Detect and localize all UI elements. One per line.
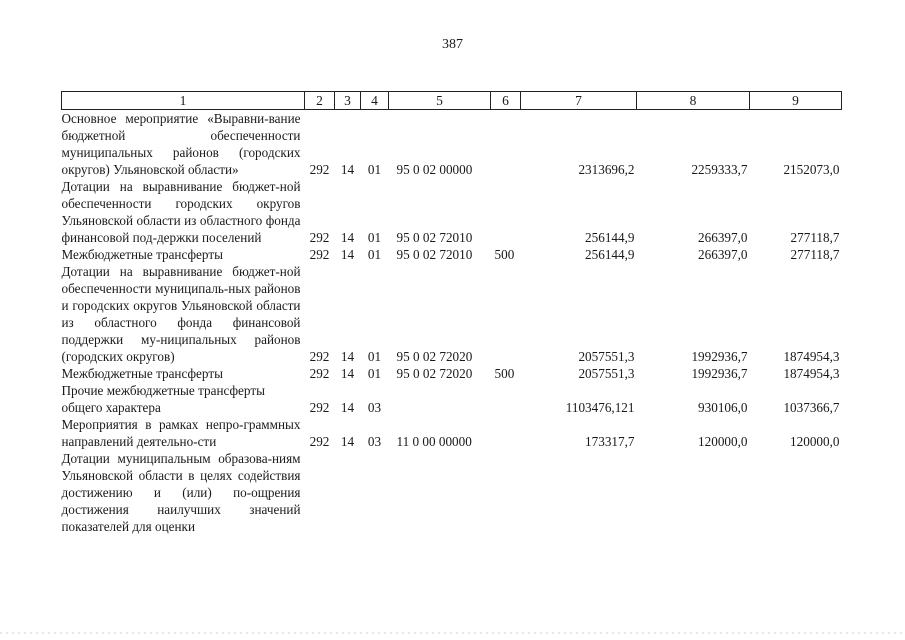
- row-value-8: [637, 450, 750, 535]
- header-col-2: 2: [305, 92, 335, 110]
- row-subsection-code: 01: [367, 349, 382, 364]
- row-name: Дотации муниципальным образова-ниям Ульяновской области в целях содействия достижению и (или) по-ощрения достижения наилучших значений показателей для оценки: [61, 451, 301, 534]
- table-row: [62, 365, 842, 382]
- row-subsection-code: 01: [367, 247, 382, 262]
- table-header: [62, 92, 842, 110]
- row-value-8: 120000,0: [698, 434, 748, 449]
- row-name: Мероприятия в рамках непро-граммных направлений деятельно-сти: [61, 417, 301, 449]
- table-row: [62, 246, 842, 263]
- row-name: Основное мероприятие «Выравни-вание бюджетной обеспеченности муниципальных районов (городских округов) Ульяновской области»: [61, 111, 301, 177]
- row-subsection-code: 01: [367, 230, 382, 245]
- table-row: [62, 450, 842, 535]
- row-name: Прочие межбюджетные трансферты общего характера: [61, 383, 265, 415]
- row-section-code: 14: [340, 366, 355, 381]
- row-expense-type: 500: [494, 366, 515, 381]
- row-value-9: 1874954,3: [783, 349, 840, 364]
- row-value-7: 2313696,2: [578, 162, 635, 177]
- header-col-5: 5: [389, 92, 491, 110]
- row-section-code: 14: [340, 400, 355, 415]
- row-value-7: 1103476,121: [565, 400, 635, 415]
- page-number: 387: [442, 37, 463, 52]
- header-col-8: 8: [637, 92, 750, 110]
- header-col-9: 9: [750, 92, 842, 110]
- row-value-9: 277118,7: [790, 247, 840, 262]
- table-row: [62, 263, 842, 365]
- row-expense-type: [491, 382, 521, 416]
- row-expense-type: [491, 450, 521, 535]
- row-value-9: 120000,0: [790, 434, 840, 449]
- header-col-1: 1: [62, 92, 305, 110]
- row-value-8: 2259333,7: [691, 162, 748, 177]
- budget-table: [61, 91, 842, 535]
- row-section-code: 14: [340, 247, 355, 262]
- table-row: [62, 110, 842, 179]
- row-value-8: 1992936,7: [691, 349, 748, 364]
- table-row: [62, 416, 842, 450]
- header-col-6: 6: [491, 92, 521, 110]
- row-ministry-code: [305, 450, 335, 535]
- row-expense-type: [491, 263, 521, 365]
- row-subsection-code: 03: [367, 434, 382, 449]
- row-value-9: [750, 450, 842, 535]
- row-ministry-code: 292: [309, 349, 330, 364]
- row-target-code: [389, 382, 491, 416]
- table-row: [62, 178, 842, 246]
- row-target-code: 95 0 02 72020: [396, 349, 473, 364]
- row-section-code: 14: [340, 162, 355, 177]
- row-subsection-code: 01: [367, 162, 382, 177]
- row-value-7: 256144,9: [585, 247, 635, 262]
- row-target-code: [389, 450, 491, 535]
- row-expense-type: [491, 416, 521, 450]
- row-value-7: 2057551,3: [578, 349, 635, 364]
- row-value-9: 277118,7: [790, 230, 840, 245]
- row-value-8: 930106,0: [698, 400, 748, 415]
- row-section-code: 14: [340, 434, 355, 449]
- row-target-code: 95 0 02 72010: [396, 247, 473, 262]
- header-col-4: 4: [361, 92, 389, 110]
- row-value-7: 173317,7: [585, 434, 635, 449]
- row-ministry-code: 292: [309, 400, 330, 415]
- row-section-code: 14: [340, 349, 355, 364]
- row-expense-type: [491, 178, 521, 246]
- header-col-3: 3: [335, 92, 361, 110]
- row-value-7: [521, 450, 637, 535]
- row-value-9: 2152073,0: [783, 162, 840, 177]
- row-ministry-code: 292: [309, 434, 330, 449]
- row-ministry-code: 292: [309, 366, 330, 381]
- row-value-7: 2057551,3: [578, 366, 635, 381]
- row-subsection-code: 03: [367, 400, 382, 415]
- row-value-7: 256144,9: [585, 230, 635, 245]
- row-value-8: 266397,0: [698, 230, 748, 245]
- scan-edge-artifact: [0, 632, 905, 634]
- row-target-code: 11 0 00 00000: [396, 434, 472, 449]
- row-expense-type: 500: [494, 247, 515, 262]
- row-name: Дотации на выравнивание бюджет-ной обеспеченности городских округов Ульяновской области из областного фонда финансовой под-держки поселений: [61, 179, 301, 245]
- row-value-8: 1992936,7: [691, 366, 748, 381]
- row-value-9: 1037366,7: [783, 400, 840, 415]
- row-ministry-code: 292: [309, 230, 330, 245]
- row-subsection-code: 01: [367, 366, 382, 381]
- row-target-code: 95 0 02 72010: [396, 230, 473, 245]
- row-name: Межбюджетные трансферты: [61, 247, 223, 262]
- row-ministry-code: 292: [309, 247, 330, 262]
- row-target-code: 95 0 02 72020: [396, 366, 473, 381]
- row-name: Межбюджетные трансферты: [61, 366, 223, 381]
- header-col-7: 7: [521, 92, 637, 110]
- row-value-9: 1874954,3: [783, 366, 840, 381]
- row-ministry-code: 292: [309, 162, 330, 177]
- row-section-code: 14: [340, 230, 355, 245]
- row-target-code: 95 0 02 00000: [396, 162, 473, 177]
- table-row: [62, 382, 842, 416]
- row-expense-type: [491, 110, 521, 179]
- row-name: Дотации на выравнивание бюджет-ной обеспеченности муниципаль-ных районов и городских округов Ульяновской области из областного фонда финансовой поддержки му-ниципальных районов (городских округов): [61, 264, 301, 364]
- row-subsection-code: [361, 450, 389, 535]
- row-value-8: 266397,0: [698, 247, 748, 262]
- row-section-code: [335, 450, 361, 535]
